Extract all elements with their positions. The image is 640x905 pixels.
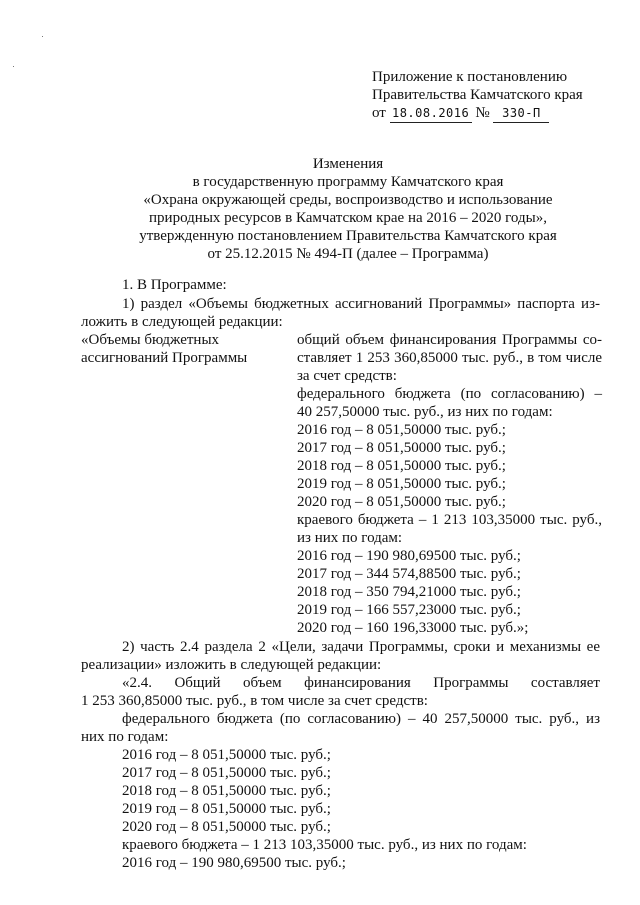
table-right-line: 2020 год – 8 051,50000 тыс. руб.;: [297, 494, 506, 510]
table-right-line: 2016 год – 190 980,69500 тыс. руб.;: [297, 548, 521, 564]
table-right-line: краевого бюджета – 1 213 103,35000 тыс. руб.,: [297, 512, 602, 528]
federal-year-line: 2016 год – 8 051,50000 тыс. руб.;: [122, 747, 331, 763]
table-right-line: 2016 год – 8 051,50000 тыс. руб.;: [297, 422, 506, 438]
appendix-line3: [372, 104, 583, 123]
table-right-line: 2020 год – 160 196,33000 тыс. руб.»;: [297, 620, 529, 636]
appendix-block: [372, 68, 583, 123]
table-right-line: общий объем финансирования Программы со-: [297, 332, 602, 348]
regional-budget-line: краевого бюджета – 1 213 103,35000 тыс. руб., из них по годам:: [122, 837, 527, 853]
item2-para1-line2: 1 253 360,85000 тыс. руб., в том числе за счет средств:: [81, 693, 428, 709]
federal-year-line: 2018 год – 8 051,50000 тыс. руб.;: [122, 783, 331, 799]
item2-line2: реализации» изложить в следующей редакции:: [81, 657, 382, 673]
title-line: природных ресурсов в Камчатском крае на 2016 – 2020 годы»,: [149, 210, 547, 226]
table-right-line: 2017 год – 8 051,50000 тыс. руб.;: [297, 440, 506, 456]
federal-year-line: 2020 год – 8 051,50000 тыс. руб.;: [122, 819, 331, 835]
number-label: №: [475, 105, 490, 121]
item2-para2-line2: них по годам:: [81, 729, 169, 745]
table-right-line: 2018 год – 8 051,50000 тыс. руб.;: [297, 458, 506, 474]
title-line: утвержденную постановлением Правительства Камчатского края: [139, 228, 557, 244]
appendix-line1: Приложение к постановлению: [372, 69, 568, 85]
decree-number: 330-П: [493, 104, 549, 123]
item1-line2: ложить в следующей редакции:: [81, 314, 283, 330]
regional-year-line: 2016 год – 190 980,69500 тыс. руб.;: [122, 855, 346, 871]
from-label: от: [372, 105, 386, 121]
table-right-line: ставляет 1 253 360,85000 тыс. руб., в том числе: [297, 350, 602, 366]
table-right-line: 2019 год – 8 051,50000 тыс. руб.;: [297, 476, 506, 492]
table-right-line: 2017 год – 344 574,88500 тыс. руб.;: [297, 566, 521, 582]
title-line: Изменения: [312, 156, 384, 172]
table-right-line: 2019 год – 166 557,23000 тыс. руб.;: [297, 602, 521, 618]
appendix-line2: Правительства Камчатского края: [372, 87, 583, 103]
section1-heading: 1. В Программе:: [122, 277, 227, 293]
table-left-line2: ассигнований Программы: [81, 350, 248, 366]
item2-para1-line1: «2.4. Общий объем финансирования Программы составляет: [122, 675, 600, 691]
table-right-line: 2018 год – 350 794,21000 тыс. руб.;: [297, 584, 521, 600]
table-right-line: федерального бюджета (по согласованию) –: [297, 386, 602, 402]
scan-dot: [42, 36, 43, 37]
table-right-line: за счет средств:: [297, 368, 397, 384]
table-right-line: из них по годам:: [297, 530, 403, 546]
table-right-line: 40 257,50000 тыс. руб., из них по годам:: [297, 404, 553, 420]
title-line: «Охрана окружающей среды, воспроизводство и использование: [143, 192, 553, 208]
item2-line1: 2) часть 2.4 раздела 2 «Цели, задачи Программы, сроки и механизмы ее: [122, 639, 600, 655]
federal-year-line: 2017 год – 8 051,50000 тыс. руб.;: [122, 765, 331, 781]
decree-date: 18.08.2016: [390, 104, 472, 123]
table-left-line1: «Объемы бюджетных: [81, 332, 220, 348]
federal-year-line: 2019 год – 8 051,50000 тыс. руб.;: [122, 801, 331, 817]
item2-para2-line1: федерального бюджета (по согласованию) – 40 257,50000 тыс. руб., из: [122, 711, 600, 727]
item1-line1: 1) раздел «Объемы бюджетных ассигнований Программы» паспорта из-: [122, 296, 600, 312]
title-line: от 25.12.2015 № 494-П (далее – Программа): [207, 246, 489, 262]
scan-dot: [13, 66, 14, 67]
title-line: в государственную программу Камчатского края: [192, 174, 504, 190]
document-title: [98, 155, 598, 263]
